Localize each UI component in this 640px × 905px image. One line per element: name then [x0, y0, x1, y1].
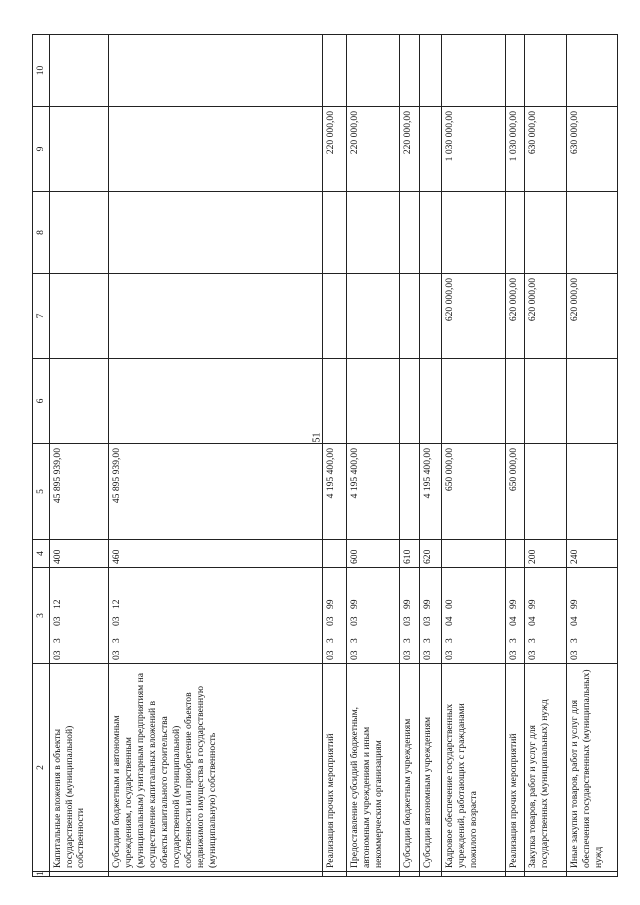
row-amount-c8: [567, 192, 618, 274]
code-part: 03: [324, 616, 336, 626]
row-amount-c7: [399, 274, 419, 359]
row-code: [567, 568, 618, 664]
code-part: 99: [421, 599, 433, 609]
row-name: Капитальные вложения в объекты государственной (муниципальной) собственности: [49, 664, 108, 872]
row-vr: [505, 540, 525, 568]
code-part: 3: [348, 638, 360, 643]
row-amount-c9: 220 000,00: [322, 107, 346, 192]
code-parts: [527, 571, 539, 660]
row-code: [346, 568, 399, 664]
row-amount-c10: [49, 35, 108, 107]
row-name: Реализация прочих мероприятий: [322, 664, 346, 872]
code-part: 3: [401, 638, 413, 643]
table-row: [525, 35, 567, 877]
row-amount-c5: 45 895 939,00: [49, 444, 108, 540]
col-header: 3: [33, 568, 50, 664]
row-marker: [109, 872, 323, 877]
row-amount-c10: [399, 35, 419, 107]
row-amount-c8: [525, 192, 567, 274]
row-amount-c7: [346, 274, 399, 359]
row-amount-c6: [525, 359, 567, 444]
row-vr: [441, 540, 505, 568]
code-part: 03: [507, 650, 519, 660]
row-vr: 200: [525, 540, 567, 568]
row-marker: [399, 872, 419, 877]
row-amount-c5: 45 895 939,00: [109, 444, 323, 540]
row-amount-c6: [346, 359, 399, 444]
table-row: [346, 35, 399, 877]
row-vr: 610: [399, 540, 419, 568]
row-code: [399, 568, 419, 664]
code-part: 99: [569, 599, 581, 609]
row-amount-c7: 620 000,00: [567, 274, 618, 359]
row-amount-c9: 1 030 000,00: [505, 107, 525, 192]
row-vr: 600: [346, 540, 399, 568]
row-amount-c10: [346, 35, 399, 107]
code-part: 03: [443, 650, 455, 660]
row-amount-c5: 650 000,00: [505, 444, 525, 540]
row-name: Закупка товаров, работ и услуг для государственных (муниципальных) нужд: [525, 664, 567, 872]
row-amount-c7: 620 000,00: [441, 274, 505, 359]
code-part: 03: [348, 650, 360, 660]
col-header: 6: [33, 359, 50, 444]
col-header: 4: [33, 540, 50, 568]
row-amount-c9: 220 000,00: [346, 107, 399, 192]
code-part: 03: [324, 650, 336, 660]
row-marker: [567, 872, 618, 877]
col-header: 2: [33, 664, 50, 872]
row-marker: [346, 872, 399, 877]
table-row: [505, 35, 525, 877]
row-amount-c10: [109, 35, 323, 107]
code-parts: [349, 571, 361, 660]
row-name: Субсидии бюджетным учреждениям: [399, 664, 419, 872]
row-amount-c10: [419, 35, 441, 107]
row-code: [49, 568, 108, 664]
code-part: 03: [348, 616, 360, 626]
code-part: 04: [443, 616, 455, 626]
col-header: 7: [33, 274, 50, 359]
code-part: 03: [401, 616, 413, 626]
row-vr: 240: [567, 540, 618, 568]
row-amount-c8: [419, 192, 441, 274]
row-amount-c7: [49, 274, 108, 359]
rotated-page: [32, 35, 618, 877]
table-row: [49, 35, 108, 877]
row-amount-c10: [525, 35, 567, 107]
col-header: 10: [33, 35, 50, 107]
row-amount-c5: 650 000,00: [441, 444, 505, 540]
row-amount-c7: 620 000,00: [505, 274, 525, 359]
row-vr: 400: [49, 540, 108, 568]
row-amount-c7: [419, 274, 441, 359]
row-amount-c9: 220 000,00: [399, 107, 419, 192]
code-part: 03: [111, 616, 122, 626]
row-name: Иные закупки товаров, работ и услуг для обеспечения государственных (муниципальных) нужд: [567, 664, 618, 872]
code-part: 12: [51, 599, 63, 609]
code-part: 3: [111, 638, 122, 643]
code-part: 3: [507, 638, 519, 643]
row-amount-c7: 620 000,00: [525, 274, 567, 359]
code-part: 12: [111, 599, 122, 609]
code-part: 03: [51, 616, 63, 626]
row-amount-c10: [441, 35, 505, 107]
code-part: 99: [348, 599, 360, 609]
row-name: Субсидии автономным учреждениям: [419, 664, 441, 872]
row-amount-c6: [419, 359, 441, 444]
row-amount-c9: 630 000,00: [567, 107, 618, 192]
row-amount-c5: [399, 444, 419, 540]
code-part: 03: [111, 650, 122, 660]
col-header: 5: [33, 444, 50, 540]
table-row: [419, 35, 441, 877]
row-code: [419, 568, 441, 664]
row-marker: [322, 872, 346, 877]
row-code: [441, 568, 505, 664]
code-part: 99: [507, 599, 519, 609]
code-part: 04: [527, 616, 539, 626]
row-amount-c5: [525, 444, 567, 540]
table-row: [109, 35, 323, 877]
row-marker: [419, 872, 441, 877]
row-amount-c6: [567, 359, 618, 444]
row-code: [109, 568, 323, 664]
table-row: [567, 35, 618, 877]
row-amount-c8: [322, 192, 346, 274]
row-amount-c7: [322, 274, 346, 359]
code-part: 3: [527, 638, 539, 643]
row-amount-c5: 4 195 400,00: [419, 444, 441, 540]
code-parts: [111, 571, 123, 660]
row-name: Кадровое обеспечение государственных учреждений, работающих с гражданами пожилого возраста: [441, 664, 505, 872]
row-amount-c5: 4 195 400,00: [346, 444, 399, 540]
col-header: 9: [33, 107, 50, 192]
row-amount-c5: [567, 444, 618, 540]
row-amount-c5: 4 195 400,00: [322, 444, 346, 540]
code-parts: [508, 571, 520, 660]
row-vr: [322, 540, 346, 568]
row-amount-c6: [441, 359, 505, 444]
table-row: [399, 35, 419, 877]
budget-table: [32, 34, 618, 877]
row-amount-c10: [322, 35, 346, 107]
code-part: 3: [569, 638, 581, 643]
code-part: 3: [421, 638, 433, 643]
row-amount-c6: [505, 359, 525, 444]
code-part: 03: [51, 650, 63, 660]
row-vr: 460: [109, 540, 323, 568]
code-part: 04: [507, 616, 519, 626]
row-amount-c8: [49, 192, 108, 274]
row-amount-c9: 1 030 000,00: [441, 107, 505, 192]
row-amount-c10: [567, 35, 618, 107]
code-part: 3: [51, 638, 63, 643]
code-parts: [444, 571, 456, 660]
row-amount-c9: [109, 107, 323, 192]
header-row: [33, 35, 50, 877]
code-part: 3: [324, 638, 336, 643]
code-part: 99: [527, 599, 539, 609]
code-parts: [422, 571, 434, 660]
code-part: 00: [443, 599, 455, 609]
row-name: Субсидии бюджетным и автономным учреждениям, государственным (муниципальным) унитарным предприятиям на осуществление капитальных вложений в объекты капитального строительства государственной (муниципальной) собственности или приобретение объектов недвижимого имущества в государственную (муниципальную) собственность: [109, 664, 323, 872]
code-part: 04: [569, 616, 581, 626]
row-amount-c8: [109, 192, 323, 274]
row-code: [505, 568, 525, 664]
code-part: 03: [401, 650, 413, 660]
row-amount-c8: [399, 192, 419, 274]
row-marker: [441, 872, 505, 877]
code-parts: [569, 571, 581, 660]
col-header: 1: [33, 872, 50, 877]
code-parts: [325, 571, 337, 660]
row-marker: [525, 872, 567, 877]
code-part: 99: [324, 599, 336, 609]
table-row: [322, 35, 346, 877]
code-part: 03: [421, 650, 433, 660]
row-amount-c8: [346, 192, 399, 274]
page-number: 51: [311, 432, 323, 443]
table-row: [441, 35, 505, 877]
row-code: [525, 568, 567, 664]
code-part: 99: [401, 599, 413, 609]
row-amount-c6: [49, 359, 108, 444]
row-amount-c9: 630 000,00: [525, 107, 567, 192]
row-name: Предоставление субсидий бюджетным, автономным учреждениям и иным некоммерческим организациям: [346, 664, 399, 872]
code-part: 3: [443, 638, 455, 643]
code-part: 03: [569, 650, 581, 660]
code-parts: [402, 571, 414, 660]
code-part: 03: [527, 650, 539, 660]
row-amount-c10: [505, 35, 525, 107]
code-parts: [52, 571, 64, 660]
row-amount-c6: [399, 359, 419, 444]
row-vr: 620: [419, 540, 441, 568]
row-code: [322, 568, 346, 664]
row-amount-c9: [419, 107, 441, 192]
row-marker: [49, 872, 108, 877]
code-part: 03: [421, 616, 433, 626]
row-amount-c7: [109, 274, 323, 359]
row-amount-c8: [505, 192, 525, 274]
row-name: Реализация прочих мероприятий: [505, 664, 525, 872]
row-amount-c9: [49, 107, 108, 192]
row-amount-c8: [441, 192, 505, 274]
row-amount-c6: [322, 359, 346, 444]
row-marker: [505, 872, 525, 877]
col-header: 8: [33, 192, 50, 274]
row-amount-c6: [109, 359, 323, 444]
